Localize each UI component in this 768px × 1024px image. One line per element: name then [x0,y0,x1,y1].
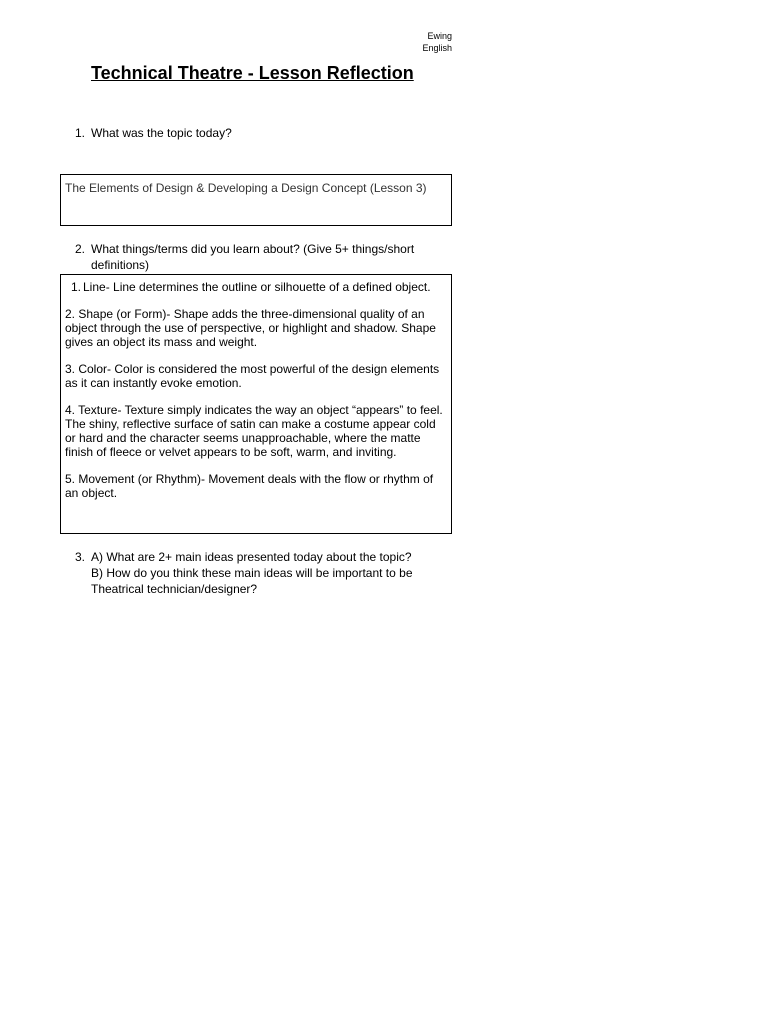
answer-2-box[interactable] [60,274,452,534]
question-2-number: 2. [75,242,86,256]
term-item [65,280,447,294]
question-3-number: 3. [75,550,86,564]
subject-name: English [422,43,452,53]
header-meta [400,30,452,54]
answer-1-box[interactable] [60,174,452,226]
term-item: 5. Movement (or Rhythm)- Movement deals with the flow or rhythm of an object. [65,472,434,500]
question-3 [75,549,435,597]
question-1-number: 1. [75,126,86,140]
term-item-text: Line- Line determines the outline or silhouette of a defined object. [83,280,431,294]
question-1-text: What was the topic today? [91,126,232,140]
question-3-part-b: B) How do you think these main ideas will be important to be Theatrical technician/designer? [91,566,413,596]
term-item: 2. Shape (or Form)- Shape adds the three-dimensional quality of an object through the use of perspective, or highlight and shadow. Shape gives an object its mass and weight. [65,307,436,349]
term-item: 3. Color- Color is considered the most powerful of the design elements as it can instantly evoke emotion. [65,362,440,390]
page-title: Technical Theatre - Lesson Reflection [91,63,414,83]
question-3-part-a: A) What are 2+ main ideas presented today about the topic? [91,550,412,564]
question-2-text: What things/terms did you learn about? (Give 5+ things/short definitions) [91,242,415,272]
term-item-number: 1. [71,280,82,294]
teacher-name: Ewing [427,31,452,41]
answer-1-text: The Elements of Design & Developing a Design Concept (Lesson 3) [65,181,427,195]
question-2 [75,241,435,273]
question-3-text [91,549,435,597]
question-1 [75,125,435,141]
term-item: 4. Texture- Texture simply indicates the way an object “appears” to feel. The shiny, reflective surface of satin can make a costume appear cold or hard and the character seems unapproachable, where the matte finish of fleece or velvet appears to be soft, warm, and inviting. [65,403,443,459]
